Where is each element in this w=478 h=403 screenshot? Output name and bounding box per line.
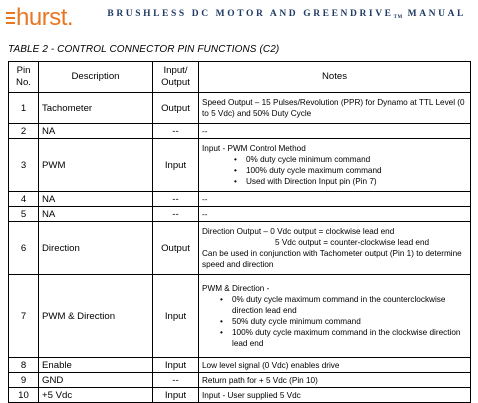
pin-io: Output	[153, 93, 199, 124]
table-row	[9, 192, 471, 207]
pin-description: GND	[39, 373, 153, 388]
table-row	[9, 139, 471, 192]
pin-notes: Low level signal (0 Vdc) enables drive	[199, 358, 471, 373]
pin-notes: PWM & Direction - • 0% duty cycle maximum command in the counterclockwise direction lead end • 50% duty cycle minimum command • 100% duty cycle maximum command in the clockwise direction lead end	[199, 275, 471, 358]
list-item: • 100% duty cycle maximum command in the clockwise direction lead end	[202, 327, 467, 349]
pin-number: 4	[9, 192, 39, 207]
manual-title	[107, 9, 466, 20]
hurst-logo	[6, 6, 74, 32]
pin-description: Direction	[39, 222, 153, 275]
table-row	[9, 222, 471, 275]
pin-description: PWM & Direction	[39, 275, 153, 358]
pin-io: --	[153, 192, 199, 207]
pin-number: 5	[9, 207, 39, 222]
pin-notes: --	[199, 207, 471, 222]
pin-description: NA	[39, 207, 153, 222]
pin-io: Input	[153, 388, 199, 403]
list-item: • 50% duty cycle minimum command	[202, 316, 467, 327]
header-notes: Notes	[199, 62, 471, 93]
table-row	[9, 373, 471, 388]
pin-io: Output	[153, 222, 199, 275]
page-header	[0, 0, 478, 34]
logo-speed-lines-icon	[6, 6, 15, 28]
pin-description: NA	[39, 124, 153, 139]
pin-io: Input	[153, 139, 199, 192]
table-row	[9, 275, 471, 358]
pin-notes: Input - PWM Control Method • 0% duty cycle minimum command • 100% duty cycle maximum command • Used with Direction Input pin (Pin 7)	[199, 139, 471, 192]
manual-title-main: BRUSHLESS DC MOTOR AND GREENDRIVE	[107, 9, 394, 19]
header-pin: Pin No.	[9, 62, 39, 93]
pin-notes: Input - User supplied 5 Vdc	[199, 388, 471, 403]
pin-number: 6	[9, 222, 39, 275]
pin-io: Input	[153, 358, 199, 373]
pin-notes: --	[199, 124, 471, 139]
trademark-mark: TM	[393, 15, 403, 20]
pin-io: --	[153, 207, 199, 222]
header-io: Input/ Output	[153, 62, 199, 93]
pin-description: NA	[39, 192, 153, 207]
table-row	[9, 93, 471, 124]
pin-notes: --	[199, 192, 471, 207]
list-item: • Used with Direction Input pin (Pin 7)	[202, 176, 467, 187]
table-row	[9, 124, 471, 139]
pin-notes: Speed Output – 15 Pulses/Revolution (PPR) for Dynamo at TTL Level (0 to 5 Vdc) and 50% Duty Cycle	[199, 93, 471, 124]
pin-number: 9	[9, 373, 39, 388]
pin-description: +5 Vdc	[39, 388, 153, 403]
pin-notes: Return path for + 5 Vdc (Pin 10)	[199, 373, 471, 388]
pin-number: 8	[9, 358, 39, 373]
table-row	[9, 388, 471, 403]
list-item: • 100% duty cycle maximum command	[202, 165, 467, 176]
pin-description: PWM	[39, 139, 153, 192]
list-item: • 0% duty cycle minimum command	[202, 154, 467, 165]
list-item: • 0% duty cycle maximum command in the counterclockwise direction lead end	[202, 294, 467, 316]
pin-description: Enable	[39, 358, 153, 373]
logo-text: hurst	[16, 4, 67, 31]
pin-description: Tachometer	[39, 93, 153, 124]
pin-number: 10	[9, 388, 39, 403]
pin-io: --	[153, 124, 199, 139]
pin-number: 7	[9, 275, 39, 358]
table-row	[9, 207, 471, 222]
table-row	[9, 358, 471, 373]
pin-number: 3	[9, 139, 39, 192]
manual-title-end: MANUAL	[402, 9, 466, 19]
pin-number: 1	[9, 93, 39, 124]
table-caption: TABLE 2 - CONTROL CONNECTOR PIN FUNCTIONS (C2)	[8, 44, 280, 55]
pin-notes: Direction Output – 0 Vdc output = clockwise lead end 5 Vdc output = counter-clockwise lead end Can be used in conjunction with Tachometer output (Pin 1) to determine speed and direction	[199, 222, 471, 275]
pin-functions-table	[8, 61, 471, 403]
header-description: Description	[39, 62, 153, 93]
pin-number: 2	[9, 124, 39, 139]
pin-io: --	[153, 373, 199, 388]
pin-io: Input	[153, 275, 199, 358]
table-header-row	[9, 62, 471, 93]
logo-dot: .	[66, 4, 74, 31]
